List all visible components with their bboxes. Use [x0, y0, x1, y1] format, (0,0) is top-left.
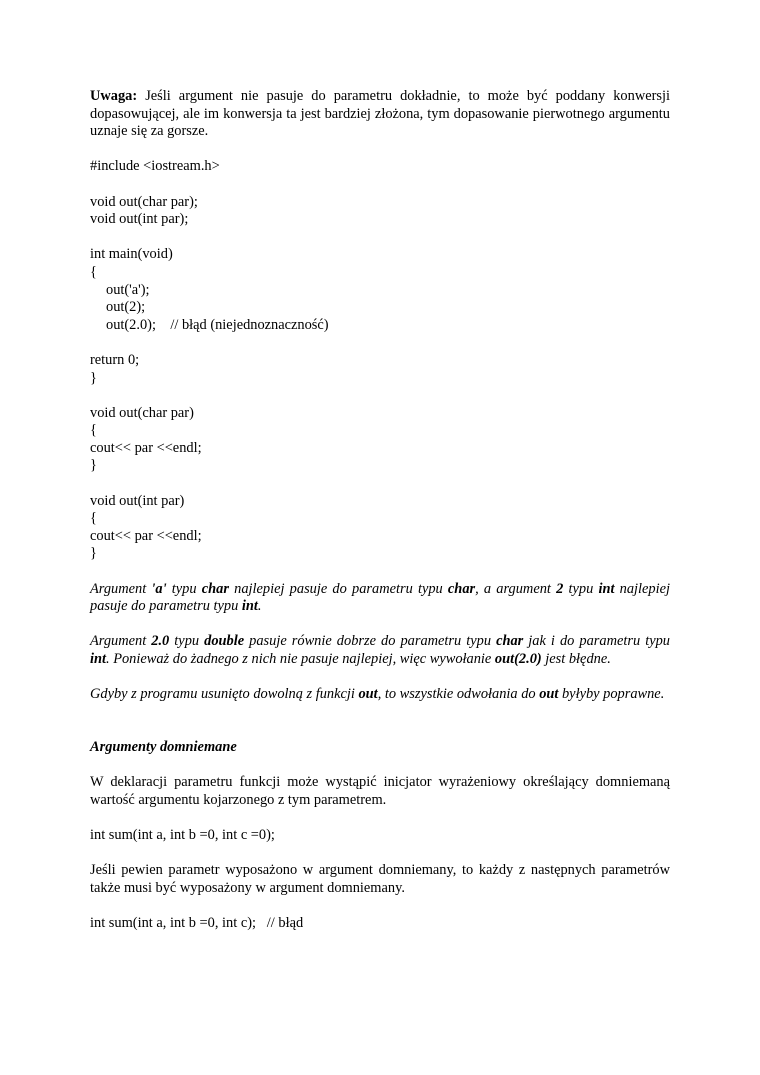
- explain3-text: byłyby poprawne.: [558, 686, 665, 703]
- code-func-int-close: }: [90, 545, 97, 562]
- note-text: Jeśli argument nie pasuje do parametru dokładnie, to może być poddany konwersji dopasowującej, ale im konwersja ta jest bardziej złożona, tym dopasowanie pierwotnego argumentu uznaje się za gorsze.: [90, 88, 670, 140]
- code-main-open: {: [90, 263, 97, 280]
- code-func-int-signature: void out(int par): [90, 492, 185, 509]
- code-func-char-close: }: [90, 457, 97, 474]
- code-call-char: out('a');: [106, 281, 150, 298]
- explain2-text: jest błędne.: [541, 651, 611, 667]
- explain2-text: jak i do parametru typu: [523, 633, 670, 650]
- explain1-bold: 'a': [151, 580, 167, 597]
- code-sum-error: int sum(int a, int b =0, int c); // błąd: [90, 914, 304, 931]
- explain2-text: pasuje równie dobrze do parametru typu: [244, 633, 497, 650]
- code-main-close: }: [90, 369, 97, 386]
- code-decl-char: void out(char par);: [90, 193, 198, 210]
- explain1-text: , a argument: [475, 580, 557, 597]
- explain3-bold: out: [539, 686, 559, 703]
- code-func-int-body: cout<< par <<endl;: [90, 527, 202, 544]
- code-call-double: out(2.0); // błąd (niejednoznaczność): [106, 316, 329, 333]
- explain1-text: .: [257, 598, 262, 615]
- code-decl-int: void out(int par);: [90, 211, 189, 228]
- explain2-bold: double: [204, 633, 245, 650]
- explain2-bold: int: [90, 651, 106, 667]
- explain1-bold: char: [201, 580, 229, 597]
- explain1-text: najlepiej pasuje do parametru typu: [228, 580, 448, 597]
- note-paragraph: [90, 88, 670, 141]
- explain2-text: . Ponieważ do żadnego z nich nie pasuje najlepiej, więc wywołanie: [106, 651, 495, 667]
- explain2-text: typu: [169, 633, 205, 650]
- code-func-int-open: {: [90, 510, 97, 527]
- explain2-bold: char: [496, 633, 524, 650]
- code-func-char-body: cout<< par <<endl;: [90, 439, 202, 456]
- explanation-paragraph-2: [90, 633, 670, 668]
- explain3-bold: out: [358, 686, 378, 703]
- code-return: return 0;: [90, 351, 140, 368]
- code-func-char-open: {: [90, 422, 97, 439]
- explain2-bold: out(2.0): [494, 651, 542, 667]
- default-args-paragraph-2: Jeśli pewien parametr wyposażono w argument domniemany, to każdy z następnych parametrów także musi być wyposażony w argument domniemany.: [90, 861, 670, 896]
- explain1-bold: int: [598, 580, 615, 597]
- code-func-char-signature: void out(char par): [90, 404, 194, 421]
- explain1-text: typu: [563, 580, 599, 597]
- explain3-text: Gdyby z programu usunięto dowolną z funkcji: [90, 686, 359, 703]
- code-main-signature: int main(void): [90, 246, 173, 263]
- code-call-int: out(2);: [106, 299, 146, 316]
- explain1-bold: 2: [556, 580, 564, 597]
- explain1-text: najlepiej pasuje do parametru typu: [90, 580, 670, 615]
- code-include: #include <iostream.h>: [90, 158, 220, 175]
- explain2-text: Argument: [90, 633, 152, 650]
- code-sum-valid: int sum(int a, int b =0, int c =0);: [90, 826, 275, 843]
- explain2-bold: 2.0: [151, 633, 170, 650]
- explain1-text: Argument: [90, 580, 152, 597]
- note-label: Uwaga:: [90, 88, 138, 104]
- explain1-text: typu: [166, 580, 202, 597]
- document-page: [90, 88, 670, 932]
- explanation-paragraph-3: [90, 686, 670, 704]
- explain1-bold: int: [241, 598, 258, 615]
- explanation-paragraph-1: [90, 581, 670, 616]
- explain3-text: , to wszystkie odwołania do: [377, 686, 540, 703]
- section-heading: Argumenty domniemane: [90, 738, 237, 755]
- explain1-bold: char: [447, 580, 476, 597]
- default-args-paragraph-1: W deklaracji parametru funkcji może wystąpić inicjator wyrażeniowy określający domniemaną wartość argumentu kojarzonego z tym parametrem.: [90, 773, 670, 808]
